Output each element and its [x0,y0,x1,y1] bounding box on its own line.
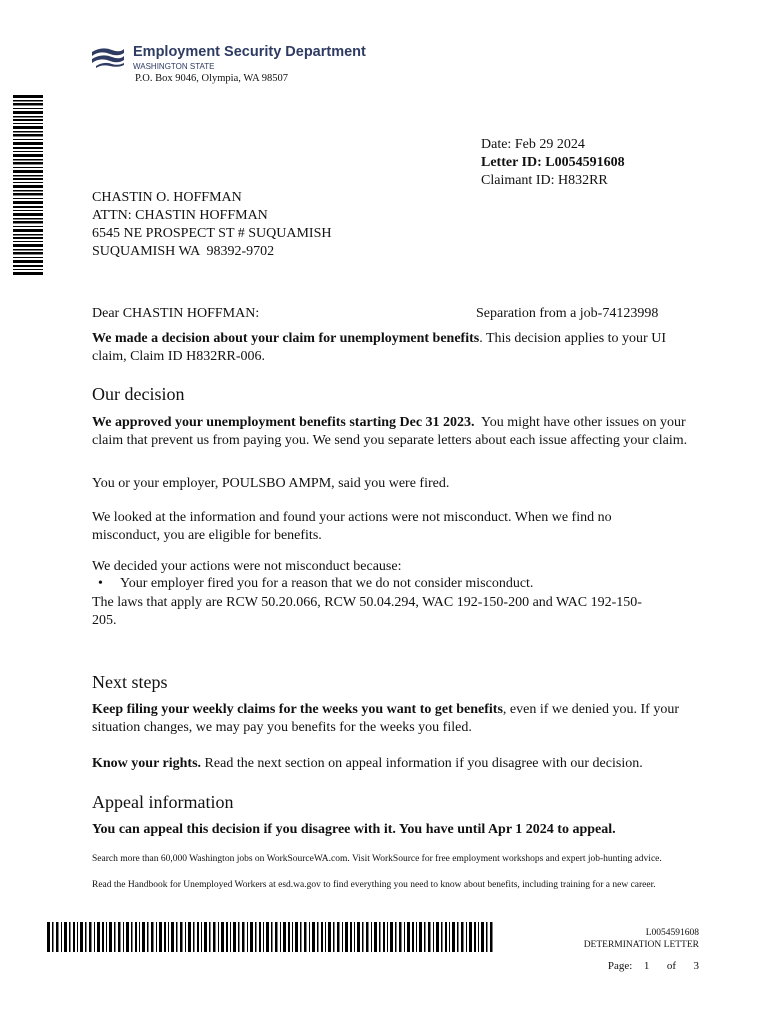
recipient-line: CHASTIN O. HOFFMAN [92,190,242,205]
claimant-id: Claimant ID: H832RR [481,173,608,188]
separation-ref: Separation from a job-74123998 [476,306,659,321]
greeting: Dear CHASTIN HOFFMAN: [92,306,260,321]
page-indicator [608,960,699,972]
appeal-heading: Appeal information [92,792,234,812]
org-state: WASHINGTON STATE [133,62,215,71]
next-steps-p2 [92,755,702,773]
footer-note-handbook: Read the Handbook for Unemployed Workers at esd.wa.gov to find everything you need to know about benefits, including training for a new career. [92,880,656,890]
bullet-text: Your employer fired you for a reason that we do not consider misconduct. [120,576,534,591]
page-number: 1 [643,960,650,972]
next-steps-p1 [92,701,702,736]
appeal-p1: You can appeal this decision if you disagree with it. You have until Apr 1 2024 to appeal. [92,822,616,837]
decision-bullet [98,576,533,592]
intro-rest: . This decision applies to your UI claim, Claim ID H832RR-006. [92,331,666,364]
recipient-line: ATTN: CHASTIN HOFFMAN [92,208,268,223]
next-steps-p1-bold: Keep filing your weekly claims for the weeks you want to get benefits [92,702,503,717]
letter-footer [584,927,699,951]
esd-wave-icon [90,46,126,68]
side-barcode [13,95,43,277]
org-address: P.O. Box 9046, Olympia, WA 98507 [135,73,288,84]
bullet-marker: • [98,576,103,591]
decision-p1-bold: We approved your unemployment benefits starting Dec 31 2023. [92,415,475,430]
bottom-barcode [47,922,495,952]
footer-note-jobs: Search more than 60,000 Washington jobs on WorkSourceWA.com. Visit WorkSource for free employment workshops and expert job-hunting advice. [92,854,662,864]
page-of: of [666,960,676,972]
decision-p1 [92,414,702,449]
page-total: 3 [693,960,699,972]
letter-id: Letter ID: L0054591608 [481,155,625,170]
next-steps-p1-rest: , even if we denied you. If your situation changes, we may pay you benefits for the weeks you filed. [92,702,679,735]
letter-code: L0054591608 [645,928,699,938]
org-name: Employment Security Department [133,44,366,60]
esd-logo [90,44,380,88]
laws-paragraph: The laws that apply are RCW 50.20.066, RCW 50.04.294, WAC 192-150-200 and WAC 192-150-205. [92,595,642,628]
next-steps-heading: Next steps [92,672,168,692]
next-steps-p2-bold: Know your rights. [92,756,202,771]
letter-meta [481,136,625,190]
decision-p2: You or your employer, POULSBO AMPM, said you were fired. [92,476,450,491]
recipient-line: 6545 NE PROSPECT ST # SUQUAMISH [92,226,332,241]
decision-p3: We looked at the information and found your actions were not misconduct. When we find no misconduct, you are eligible for benefits. [92,510,612,543]
intro-bold: We made a decision about your claim for unemployment benefits [92,331,480,346]
recipient-line: SUQUAMISH WA 98392-9702 [92,244,275,259]
intro-paragraph [92,330,702,365]
page-label: Page: [607,960,633,972]
letter-date: Date: Feb 29 2024 [481,137,585,152]
next-steps-p2-rest: Read the next section on appeal information if you disagree with our decision. [201,756,643,771]
decision-heading: Our decision [92,384,185,404]
decision-p4: We decided your actions were not misconduct because: [92,559,402,574]
decision-p1-rest: You might have other issues on your claim that prevent us from paying you. We send you separate letters about each issue affecting your claim. [92,415,690,448]
letter-type: DETERMINATION LETTER [583,940,699,950]
recipient-address [92,189,331,261]
